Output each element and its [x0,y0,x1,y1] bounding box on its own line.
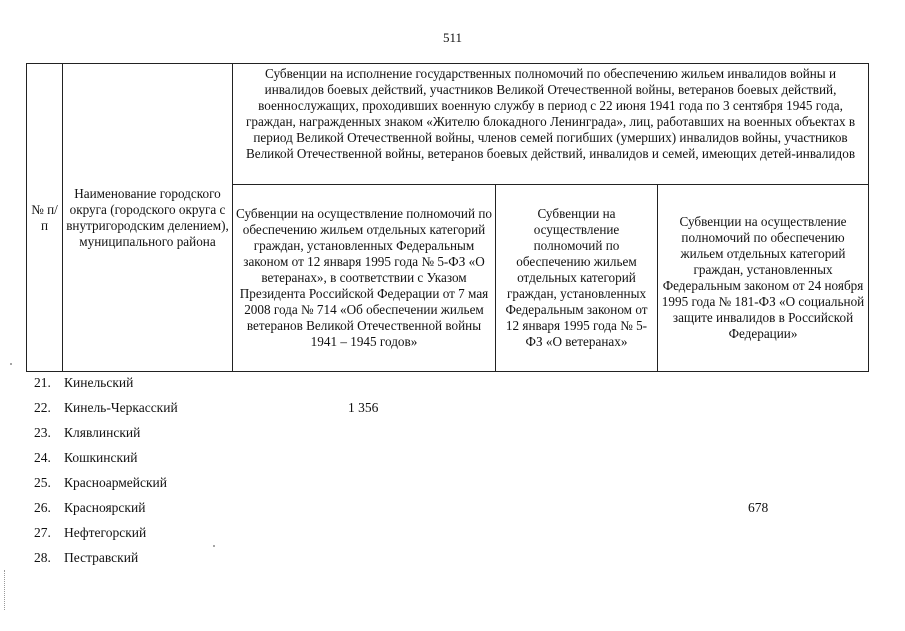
row-number: 27. [34,525,51,540]
table-row [26,523,868,543]
scan-speck [10,363,12,365]
table-row [26,423,868,443]
district-name: Кинельский [64,375,134,390]
row-number: 23. [34,425,51,440]
subheader-veterans-decree: Субвенции на осуществление полномочий по обеспечению жильем отдельных категорий граждан, установленных Федеральным законом от 12 января 1995 года № 5-ФЗ «О ветеранах», в соответствии с Указом Президента Российской Федерации от 7 мая 2008 года № 714 «Об обеспечении жильем ветеранов Великой Отечественной войны 1941 – 1945 годов» [233,185,496,372]
row-number: 22. [34,400,51,415]
row-number: 25. [34,475,51,490]
district-name: Красноармейский [64,475,168,490]
table-row [26,473,868,493]
scan-margin-marks [4,570,8,610]
row-number: 21. [34,375,51,390]
table-row [26,448,868,468]
table-row [26,398,868,418]
subheader-disabled-protection: Субвенции на осуществление полномочий по обеспечению жильем отдельных категорий граждан, установленных Федеральным законом от 24 ноября 1995 года № 181-ФЗ «О социальной защите инвалидов в Российской Федерации» [658,185,869,372]
row-number: 24. [34,450,51,465]
scan-speck [213,545,215,547]
district-name: Кошкинский [64,450,138,465]
group-header: Субвенции на исполнение государственных полномочий по обеспечению жильем инвалидов войны и инвалидов боевых действий, участников Великой Отечественной войны, ветеранов боевых действий, военнослужащих, проходивших военную службу в период с 22 июня 1941 года по 3 сентября 1945 года, граждан, награжденных знаком «Жителю блокадного Ленинграда», лиц, работавших на военных объектах в период Великой Отечественной войны, членов семей погибших (умерших) инвалидов войны, участников Великой Отечественной войны, ветеранов боевых действий, инвалидов и семей, имеющих детей-инвалидов [233,64,869,185]
column-name-header: Наименование городского округа (городского округа с внутригородским делением), муниципального района [63,64,233,372]
district-name: Пестравский [64,550,139,565]
table-row [26,498,868,518]
table-header [26,63,869,372]
value-disabled-protection: 678 [748,500,769,515]
row-number: 28. [34,550,51,565]
table-row [26,548,868,568]
district-name: Красноярский [64,500,146,515]
page-number: 511 [442,30,463,45]
district-name: Клявлинский [64,425,141,440]
column-number-header: № п/п [27,64,63,372]
district-name: Нефтегорский [64,525,147,540]
row-number: 26. [34,500,51,515]
district-name: Кинель-Черкасский [64,400,178,415]
value-veterans-decree: 1 356 [348,400,379,415]
subheader-veterans-law: Субвенции на осуществление полномочий по обеспечению жильем отдельных категорий граждан, установленных Федеральным законом от 12 января 1995 года № 5-ФЗ «О ветеранах» [496,185,658,372]
table-row [26,373,868,393]
